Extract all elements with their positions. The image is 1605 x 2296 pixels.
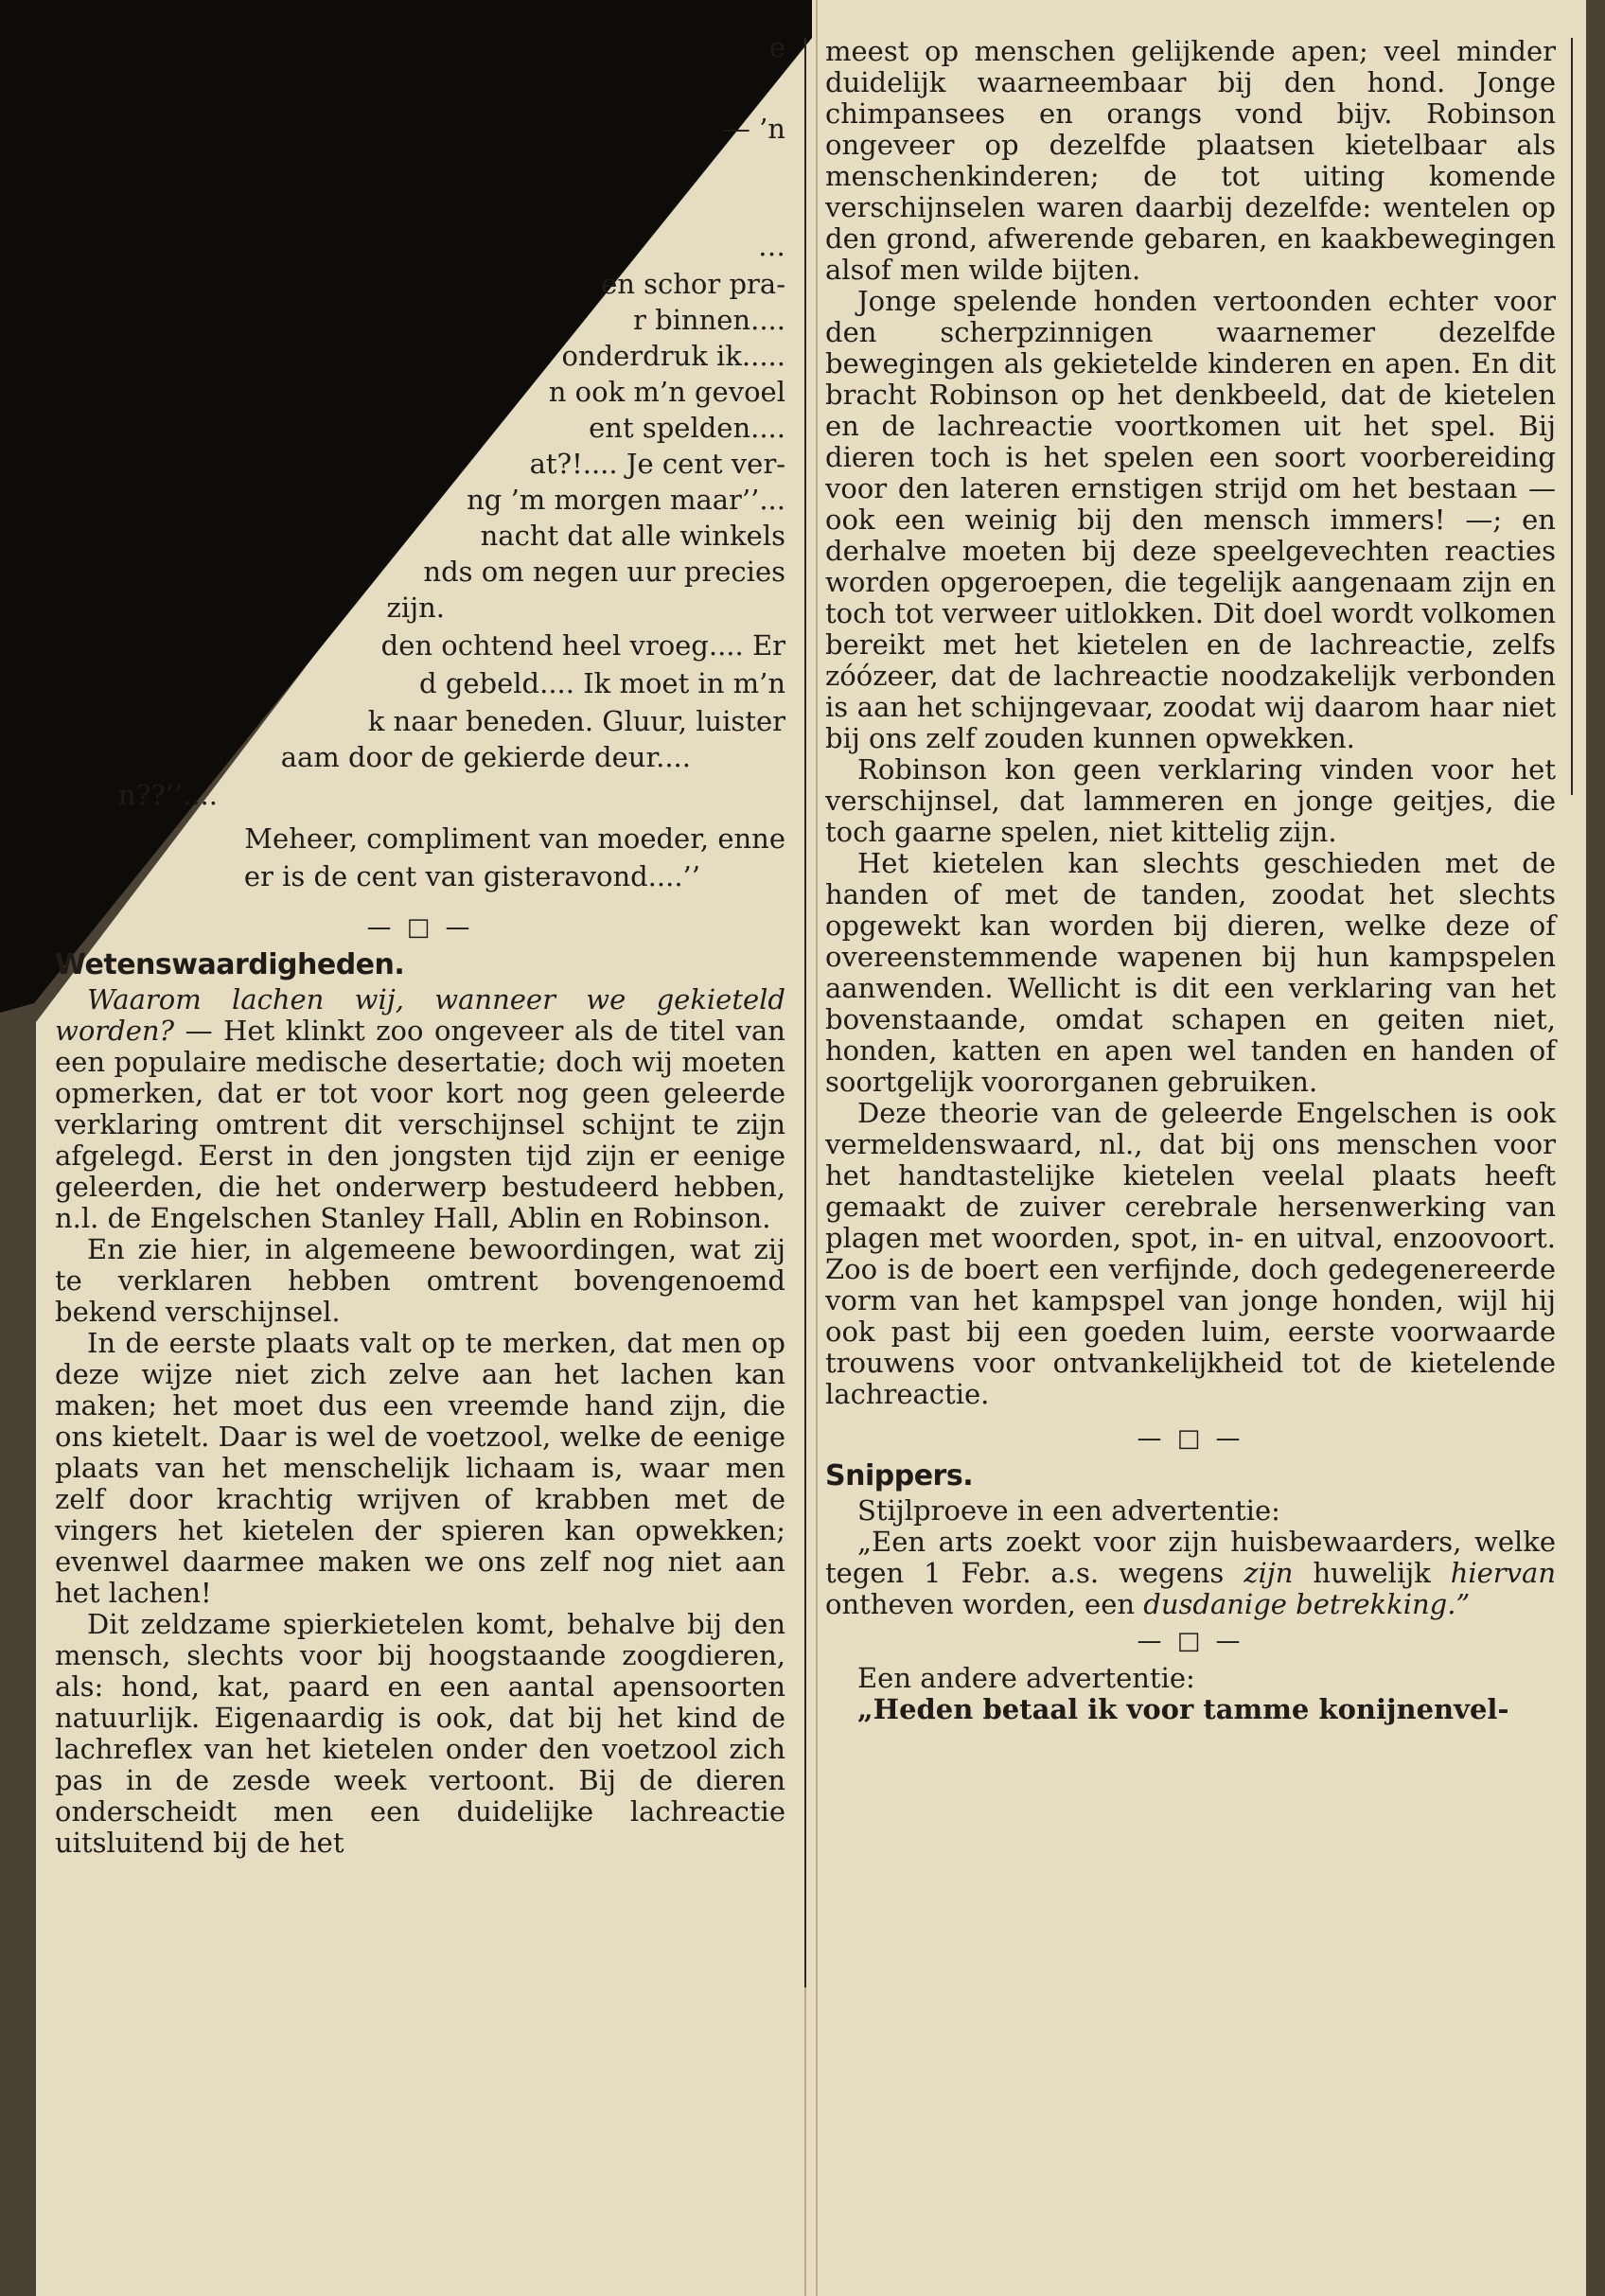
snippet-quote <box>825 1527 1556 1620</box>
section-heading: Snippers. <box>825 1459 974 1492</box>
fragment-line: n ook m’n gevoel <box>548 376 785 408</box>
fragment-line: d gebeld.... Ik moet in m’n <box>419 667 785 699</box>
fragment-line: r binnen.... <box>633 304 785 336</box>
fragment-line: er is de cent van gisteravond....’’ <box>243 860 700 892</box>
fragment-line: e <box>768 31 785 63</box>
quote-italic: hiervan <box>1450 1557 1557 1589</box>
section-separator: — □ — <box>1137 1627 1244 1655</box>
quote-text: „Een arts zoekt voor zijn huisbewaarders, welke tegen 1 Febr. a.s. wegens <box>825 1526 1556 1589</box>
section-separator: — □ — <box>366 913 474 942</box>
fragment-line: zijn. <box>386 592 445 624</box>
article-text: — Het klinkt zoo ongeveer als de titel van een populaire medische desertatie; doch wij moeten opmerken, dat er tot voor kort nog geen geleerde verklaring omtrent dit verschijnsel schijnt te zijn afgelegd. Eerst in den jongsten tijd zijn er eenige geleerden, die het onderwerp bestudeerd hebben, n.l. de Engelschen Stanley Hall, Ablin en Robinson. <box>55 1015 785 1234</box>
fragment-line: Meheer, compliment van moeder, enne <box>244 822 785 855</box>
article-paragraph: Deze theorie van de geleerde Engelschen is ook vermeldenswaard, nl., dat bij ons menschen voor het handtastelijke kietelen veelal plaats heeft gemaakt de zuiver cerebrale hersenwerking van plagen met woorden, spot, in- en uitval, enzoovoort. Zoo is de boert een verfijnde, doch gedegenereerde vorm van het kampspel van jonge honden, wijl hij ook past bij een goeden luim, eerste voorwaarde trouwens voor ontvankelijkheid tot de kietelende lachreactie. <box>825 1097 1556 1410</box>
fragment-line: n??’’.... <box>117 779 218 811</box>
article-paragraph: meest op menschen gelijkende apen; veel minder duidelijk waarneembaar bij den hond. Jonge chimpansees en orangs vond bijv. Robinson ongeveer op dezelfde plaatsen kietelbaar als menschenkinderen; de tot uiting komende verschijnselen waren daarbij dezelfde: wentelen op den grond, afwerende gebaren, en kaakbewegingen alsof men wilde bijten. <box>825 35 1556 286</box>
section-separator: — □ — <box>1137 1424 1244 1453</box>
snippet-quote: „Heden betaal ik voor tamme konijnenvel- <box>857 1693 1509 1725</box>
fold-line <box>816 0 818 2296</box>
quote-text: ontheven worden, een <box>825 1588 1144 1620</box>
quote-text: huwelijk <box>1293 1557 1451 1589</box>
torn-text-fragments <box>38 32 785 922</box>
quote-italic: dusdanige betrekking.” <box>1143 1588 1471 1620</box>
section-heading: Wetenswaardigheden. <box>55 948 405 981</box>
article-paragraph: En zie hier, in algemeene bewoordingen, wat zij te verklaren hebben omtrent bovengenoemd bekend verschijnsel. <box>55 1233 785 1328</box>
fragment-line: — ’n <box>722 113 785 145</box>
article-paragraph: Jonge spelende honden vertoonden echter voor den scherpzinnigen waarnemer dezelfde bewegingen als gekietelde kinderen en apen. En dit bracht Robinson op het denkbeeld, dat de kietelen en de lachreactie voortkomen uit het spel. Bij dieren toch is het spelen een soort voorbereiding voor den lateren ernstigen strijd om het bestaan — ook een weinig bij den mensch immers! —; en derhalve moeten bij deze speelgevechten reacties worden opgeroepen, die tegelijk aangenaam zijn en toch tot verweer uitlokken. Dit doel wordt volkomen bereikt met het kietelen en de lachreactie, zelfs zóózeer, dat de lachreactie noodzakelijk verbonden is aan het schijngevaar, zoodat wij daarom haar niet bij ons zelf zouden kunnen opwekken. <box>825 285 1556 754</box>
article-paragraph: Het kietelen kan slechts geschieden met de handen of met de tanden, zoodat het slechts opgewekt kan worden bij dieren, welke deze of overeenstemmende wapenen bij hun kampspelen aanwenden. Wellicht is dit een verklaring van het bovenstaande, omdat schapen en geiten niet, honden, katten en apen wel tanden en handen of soortgelijk voororganen gebruiken. <box>825 847 1556 1098</box>
fragment-line: nds om negen uur precies <box>423 556 785 588</box>
fragment-line: onderdruk ik..... <box>561 340 785 372</box>
right-column <box>825 36 1556 1725</box>
article-paragraph: In de eerste plaats valt op te merken, dat men op deze wijze niet zich zelve aan het lachen kan maken; het moet dus een vreemde hand zijn, die ons kietelt. Daar is wel de voetzool, welke de eenige plaats van het menschelijk lichaam is, waar men zelf door krachtig wrijven of krabben met de vingers het kietelen der spieren kan opwekken; evenwel daarmee maken we ons zelf nog niet aan het lachen! <box>55 1327 785 1609</box>
left-column <box>55 907 785 1859</box>
fragment-line: ng ’m morgen maar’’... <box>467 484 785 516</box>
fragment-line: … <box>758 230 785 262</box>
column-rule <box>1571 38 1573 795</box>
fragment-line: at?!.... Je cent ver- <box>529 448 785 480</box>
fragment-line: aam door de gekierde deur.... <box>280 741 691 773</box>
article-paragraph: Robinson kon geen verklaring vinden voor het verschijnsel, dat lammeren en jonge geitjes, die toch gaarne spelen, niet kittelig zijn. <box>825 753 1556 848</box>
quote-italic: zijn <box>1243 1557 1294 1589</box>
fragment-line: en schor pra- <box>601 268 785 300</box>
snippet-intro: Stijlproeve in een advertentie: <box>857 1494 1280 1527</box>
article-paragraph: Dit zeldzame spierkietelen komt, behalve bij den mensch, slechts voor bij hoogstaande zoogdieren, als: hond, kat, paard en een aantal apensoorten natuurlijk. Eigenaardig is ook, dat bij het kind de lachreflex van het kietelen onder den voetzool zich pas in de zesde week vertoont. Bij de dieren onderscheidt men een duidelijke lachreactie uitsluitend bij de het <box>55 1608 785 1859</box>
snippet-intro: Een andere advertentie: <box>857 1662 1195 1694</box>
column-rule <box>804 38 806 1987</box>
fragment-line: ent spelden.... <box>589 412 785 444</box>
article-paragraph <box>55 984 785 1234</box>
fragment-line: nacht dat alle winkels <box>480 520 785 552</box>
article-question: Waarom lachen wij, wanneer we gekieteld worden? <box>55 983 785 1047</box>
fragment-line: den ochtend heel vroeg.... Er <box>380 629 785 662</box>
fragment-line: k naar beneden. Gluur, luister <box>367 705 785 737</box>
